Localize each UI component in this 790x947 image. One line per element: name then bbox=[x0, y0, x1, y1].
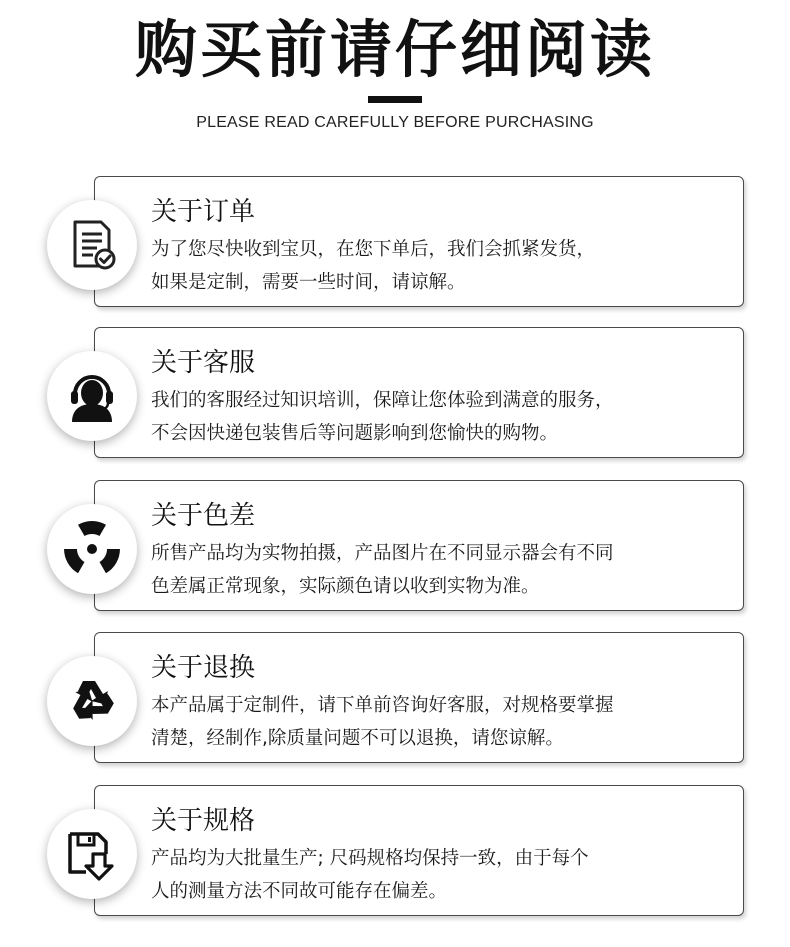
card-text-line: 不会因快递包装售后等问题影响到您愉快的购物。 bbox=[151, 423, 559, 444]
customer-service-icon bbox=[64, 368, 120, 424]
card-text bbox=[151, 689, 731, 755]
info-card-order bbox=[94, 176, 744, 307]
info-card-returns bbox=[94, 632, 744, 763]
download-box-icon bbox=[64, 826, 120, 882]
icon-badge bbox=[47, 200, 137, 290]
title-underline bbox=[368, 96, 422, 103]
card-title: 关于订单 bbox=[151, 197, 256, 227]
card-text-line: 所售产品均为实物拍摄，产品图片在不同显示器会有不同 bbox=[151, 543, 614, 564]
document-check-icon bbox=[65, 218, 119, 272]
card-text bbox=[151, 233, 731, 299]
card-title: 关于退换 bbox=[151, 653, 256, 683]
card-text bbox=[151, 384, 731, 450]
card-title: 关于色差 bbox=[151, 501, 256, 531]
card-title: 关于规格 bbox=[151, 806, 256, 836]
card-text-line: 本产品属于定制件，请下单前咨询好客服，对规格要掌握 bbox=[151, 695, 614, 716]
card-text-line: 我们的客服经过知识培训，保障让您体验到满意的服务， bbox=[151, 390, 614, 411]
card-text-line: 产品均为大批量生产; 尺码规格均保持一致，由于每个 bbox=[151, 848, 589, 869]
card-text bbox=[151, 842, 731, 908]
card-text bbox=[151, 537, 731, 603]
info-card-service bbox=[94, 327, 744, 458]
card-title: 关于客服 bbox=[151, 348, 256, 378]
icon-badge bbox=[47, 656, 137, 746]
page-subtitle: PLEASE READ CAREFULLY BEFORE PURCHASING bbox=[196, 114, 594, 131]
icon-badge bbox=[47, 809, 137, 899]
card-text-line: 清楚，经制作,除质量问题不可以退换，请您谅解。 bbox=[151, 728, 564, 749]
card-text-line: 如果是定制，需要一些时间，请谅解。 bbox=[151, 272, 466, 293]
page-title: 购买前请仔细阅读 bbox=[134, 13, 655, 86]
info-card-color bbox=[94, 480, 744, 611]
radiation-icon bbox=[63, 520, 121, 578]
info-card-specs bbox=[94, 785, 744, 916]
icon-badge bbox=[47, 351, 137, 441]
recycle-icon bbox=[63, 672, 121, 730]
icon-badge bbox=[47, 504, 137, 594]
card-text-line: 色差属正常现象，实际颜色请以收到实物为准。 bbox=[151, 576, 540, 597]
card-text-line: 为了您尽快收到宝贝，在您下单后，我们会抓紧发货， bbox=[151, 239, 596, 260]
card-text-line: 人的测量方法不同故可能存在偏差。 bbox=[151, 881, 448, 902]
